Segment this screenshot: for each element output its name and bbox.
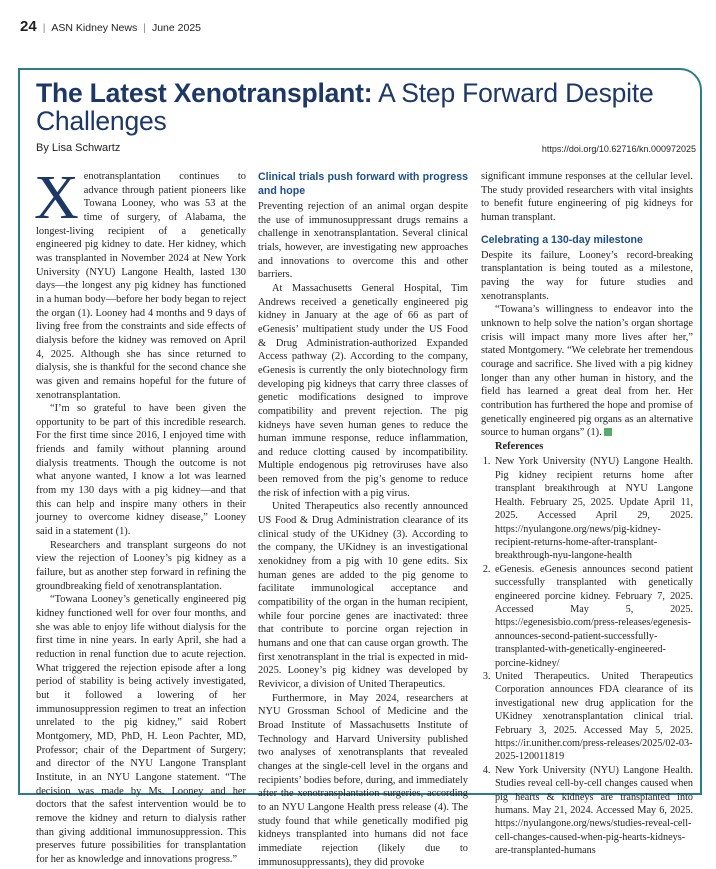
paragraph: Furthermore, in May 2024, researchers at NYU Grossman School of Medicine and the Broad Institute of Massachusetts Institute of Technology and Harvard University published two analyses of xenotransplants that revealed changes at the single-cell level in the organs and recipients’ bodies before, during, and immediately after the xenotransplantation surgeries, according to an NYU Langone Health press release (4). The study found that while genetically modified pig kidneys transplanted into humans did not face immediate rejection (likely due to immunosuppressants), they did provoke	[258, 692, 468, 868]
byline: By Lisa Schwartz	[36, 142, 121, 154]
end-mark-icon	[604, 428, 612, 436]
column-2	[258, 170, 468, 869]
publication-name: ASN Kidney News	[51, 22, 138, 34]
paragraph: Despite its failure, Looney’s record-breaking transplantation is being touted as a milestone, paving the way for future studies and xenotransplants.	[481, 249, 693, 302]
paragraph: “Towana Looney’s genetically engineered pig kidney functioned well for over four months, and she was able to enjoy life without dialysis for the first time in nine years. In early April, she had a reduction in renal function due to acute rejection. What triggered the rejection episode after a long period of stability is being actively investigated, but it followed a lowering of her immunosuppression regimen to treat an infection unrelated to the pig kidney,” said Robert Montgomery, MD, PhD, H. Leon Pachter, MD, Professor; chair of the Department of Surgery; and director of the NYU Langone Transplant Institute, in an NYU Langone statement. “The decision was made by Ms. Looney and her doctors that the safest intervention would be to remove the kidney and return to dialysis rather than giving additional immunosuppression. This preserves future possibilities for transplantation for her as knowledge and innovations progress.”	[36, 594, 246, 865]
section-heading: Celebrating a 130-day milestone	[481, 233, 643, 246]
column-1	[34, 164, 246, 866]
title-rest: A Step Forward Despite Challenges	[36, 78, 654, 136]
references-heading: References	[495, 440, 544, 452]
paragraph	[481, 303, 693, 440]
paragraph: significant immune responses at the cellular level. The study provided researchers with vital insights to benefit future engineering of pig kidneys for human transplant.	[481, 171, 693, 223]
references-list	[481, 455, 693, 857]
reference-item: 2. eGenesis. eGenesis announces second patient successfully transplanted with genetically engineered porcine kidney. February 7, 2025. Accessed May 5, 2025. https://egenesisbio.com/press-releases/egenesis-announces-second-patient-successfully-transplanted-with-genetically-engineered-porcine-kidney/	[493, 563, 693, 670]
paragraph-text: enotransplantation continues to advance through patient pioneers like Towana Looney, who was 53 at the time of surgery, of Alabama, the longest-living recipient of a genetically engineered pig kidney to date. Her kidney, which was transplanted in November 2024 at New York University (NYU) Langone Health, lasted 130 days—the longest any pig kidney has functioned in a human body—before her body began to reject the organ (1). Looney had 4 months and 9 days of living free from the constraints and side effects of dialysis before the kidney was removed on April 4, 2025. Although she has since returned to dialysis, she is thankful for the second chance she was given and remains hopeful for the future of xenotransplantation.	[36, 171, 246, 401]
column-3	[481, 170, 693, 858]
paragraph	[34, 164, 246, 402]
issue-date: June 2025	[151, 22, 201, 34]
reference-item: 3. United Therapeutics. United Therapeutics Corporation announces FDA clearance of its investigational new drug application for the UKidney xenotransplantation clinical trial. February 3, 2025. Accessed May 5, 2025. https://ir.unither.com/press-releases/2025/02-03-2025-120011819	[493, 670, 693, 764]
section-heading: Clinical trials push forward with progress and hope	[258, 171, 468, 197]
reference-item: 1. New York University (NYU) Langone Health. Pig kidney recipient returns home after transplant breakthrough at NYU Langone Health. February 25, 2025. Update April 11, 2025. Accessed April 29, 2025. https://nyulangone.org/news/pig-kidney-recipient-returns-home-after-transplant-breakthrough-nyu-langone-health	[493, 455, 693, 562]
paragraph-text: “Towana’s willingness to endeavor into the unknown to help solve the nation’s organ shortage crisis will impact many more lives after her,” stated Montgomery. “We celebrate her tremendous courage and sacrifice. She lived with a pig kidney longer than any other human in history, and the field has learned a great deal from her. Her contribution has furthered the hope and promise of genetically engineered pig organs as an alternative source to human organs” (1).	[481, 304, 693, 439]
divider: |	[143, 22, 146, 34]
paragraph: United Therapeutics also recently announced US Food & Drug Administration clearance of its clinical study of the UKidney (3). According to the company, the UKidney is an investigational xenokidney from a pig with 10 gene edits. Six human genes are added to the pig genome to facilitate immunological acceptance and compatibility of the organ in the human recipient, while four porcine genes are inactivated: three that contribute to porcine organ rejection in humans and one that can cause organ growth. The first xenotransplant in the trial is expected in mid-2025. Looney’s pig kidney was developed by Revivicor, a division of United Therapeutics.	[258, 501, 468, 690]
article-title	[36, 79, 686, 135]
page-folio	[20, 18, 201, 35]
drop-cap: X	[34, 164, 79, 232]
doi-link[interactable]: https://doi.org/10.62716/kn.000972025	[541, 144, 696, 154]
title-bold: The Latest Xenotransplant:	[36, 78, 373, 108]
paragraph: “I’m so grateful to have been given the opportunity to be part of this incredible research. For the first time since 2016, I enjoyed time with friends and family without planning around dialysis treatments. Though the outcome is not what anyone wanted, I know a lot was learned from my 130 days with a pig kidney—and that this can help and inspire many others in their journey to overcome kidney disease,” Looney said in a statement (1).	[36, 403, 246, 538]
paragraph: At Massachusetts General Hospital, Tim Andrews received a genetically engineered pig kidney in January at the age of 66 as part of eGenesis’ multipatient study under the US Food & Drug Administration-authorized Expanded Access pathway (2). According to the company, eGenesis is currently the only biotechnology firm developing pig kidneys that carry three classes of genetic modifications designed to improve compatibility and prevent rejection. The pig kidneys have seven human genes to reduce the human immune response, reduce inflammation, and reduce clotting caused by incompatibility. Multiple endogenous pig retroviruses have also been removed from the pig’s genome to reduce the risk of infection with a pig virus.	[258, 282, 468, 499]
paragraph: Researchers and transplant surgeons do not view the rejection of Looney’s pig kidney as a failure, but as another step forward in refining the groundbreaking field of xenotransplantation.	[36, 539, 246, 592]
reference-item: 4. New York University (NYU) Langone Health. Studies reveal cell-by-cell changes caused when pig hearts & kidneys are transplanted into humans. May 21, 2024. Accessed May 6, 2025. https://nyulangone.org/news/studies-reveal-cell-cell-changes-caused-when-pig-hearts-kidneys-are-transplanted-humans	[493, 764, 693, 858]
divider: |	[42, 22, 46, 34]
page-number: 24	[20, 18, 37, 35]
paragraph: Preventing rejection of an animal organ despite the use of immunosuppressant drugs remains a challenge in xenotransplantation. Several clinical trials, however, are investigating new approaches and innovations to overcome this and other barriers.	[258, 201, 468, 281]
